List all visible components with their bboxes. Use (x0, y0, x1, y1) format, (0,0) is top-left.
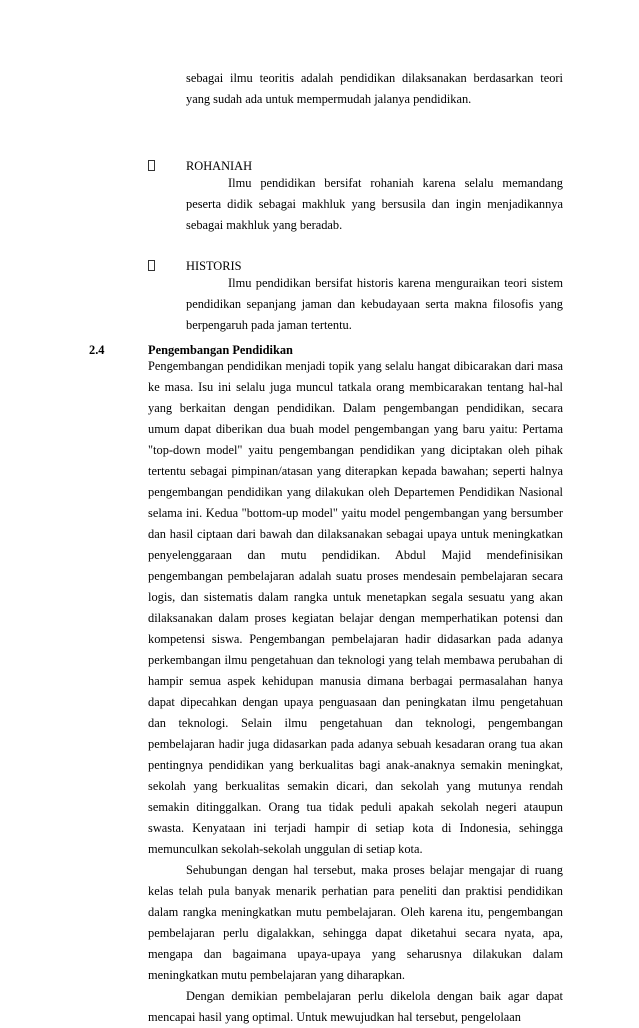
bullet-body: Ilmu pendidikan bersifat rohaniah karena selalu memandang peserta didik sebagai makhluk yang bersusila dan ingin menjadikannya sebagai makhluk yang beradab. (186, 176, 563, 232)
section-paragraph: Dengan demikian pembelajaran perlu dikelola dengan baik agar dapat mencapai hasil yang optimal. Untuk mewujudkan hal tersebut, pengelolaan (148, 989, 563, 1024)
section-paragraph: Pengembangan pendidikan menjadi topik yang selalu hangat dibicarakan dari masa ke masa. Isu ini selalu juga muncul tatkala orang membicarakan tentang hal-hal yang berkaitan dengan pendidikan. Dalam pengembangan pendidikan, secara umum dapat diberikan dua buah model pengembangan yang baru yaitu: Pertama "top-down model" yaitu pengembangan pendidikan yang diciptakan oleh pihak tertentu sebagai pimpinan/atasan yang diterapkan kepada bawahan; seperti halnya pengembangan pendidikan yang dilakukan oleh Departemen Pendidikan Nasional selama ini. Kedua "bottom-up model" yaitu model pengembangan yang bersumber dan hasil ciptaan dari bawah dan dilaksanakan sebagai upaya untuk meningkatkan penyelenggaraan dan mutu pendidikan. Abdul Majid mendefinisikan pengembangan pembelajaran adalah suatu proses mendesain pembelajaran secara logis, dan sistematis dalam rangka untuk menetapkan segala sesuatu yang akan dilaksanakan dalam proses kegiatan belajar dengan memperhatikan potensi dan kompetensi siswa. Pengembangan pembelajaran hadir didasarkan pada adanya perkembangan ilmu pengetahuan dan teknologi yang telah membawa perubahan di hampir semua aspek kehidupan manusia dimana berbagai permasalahan hanya dapat dipecahkan dengan upaya penguasaan dan peningkatan ilmu pengetahuan dan teknologi. Selain ilmu pengetahuan dan teknologi, pengembangan pembelajaran hadir juga didasarkan pada adanya sebuah kesadaran orang tua akan pentingnya pendidikan yang berkualitas bagi anak-anaknya semakin meningkat, sekolah yang berkualitas semakin dicari, dan sekolah yang mutunya rendah semakin ditinggalkan. Orang tua tidak peduli apakah sekolah negeri ataupun swasta. Kenyataan ini terjadi hampir di setiap kota di Indonesia, sehingga memunculkan sekolah-sekolah unggulan di setiap kota. (148, 359, 563, 856)
section-number: 2.4 (89, 343, 105, 357)
bullet-box-icon (148, 160, 155, 171)
bullet-title: ROHANIAH (186, 159, 253, 173)
bullet-box-icon (148, 260, 155, 271)
section-title: Pengembangan Pendidikan (148, 343, 293, 357)
bullet-body: Ilmu pendidikan bersifat historis karena menguraikan teori sistem pendidikan sepanjang jaman dan kebudayaan serta makna filosofis yang berpengaruh pada jaman tertentu. (186, 276, 563, 332)
bullet-title: HISTORIS (186, 259, 242, 273)
section-body (148, 356, 563, 1028)
section-paragraph: Sehubungan dengan hal tersebut, maka proses belajar mengajar di ruang kelas telah pula banyak menarik perhatian para peneliti dan praktisi pendidikan dalam rangka meningkatkan mutu pembelajaran. Oleh karena itu, pengembangan pembelajaran perlu digalakkan, sehingga dapat diketahui secara nyata, apa, mengapa dan bagaimana upaya-upaya yang seharusnya dilakukan dalam meningkatkan mutu pembelajaran yang diharapkan. (148, 863, 563, 982)
intro-paragraph: sebagai ilmu teoritis adalah pendidikan dilaksanakan berdasarkan teori yang sudah ada untuk mempermudah jalanya pendidikan. (186, 71, 563, 106)
